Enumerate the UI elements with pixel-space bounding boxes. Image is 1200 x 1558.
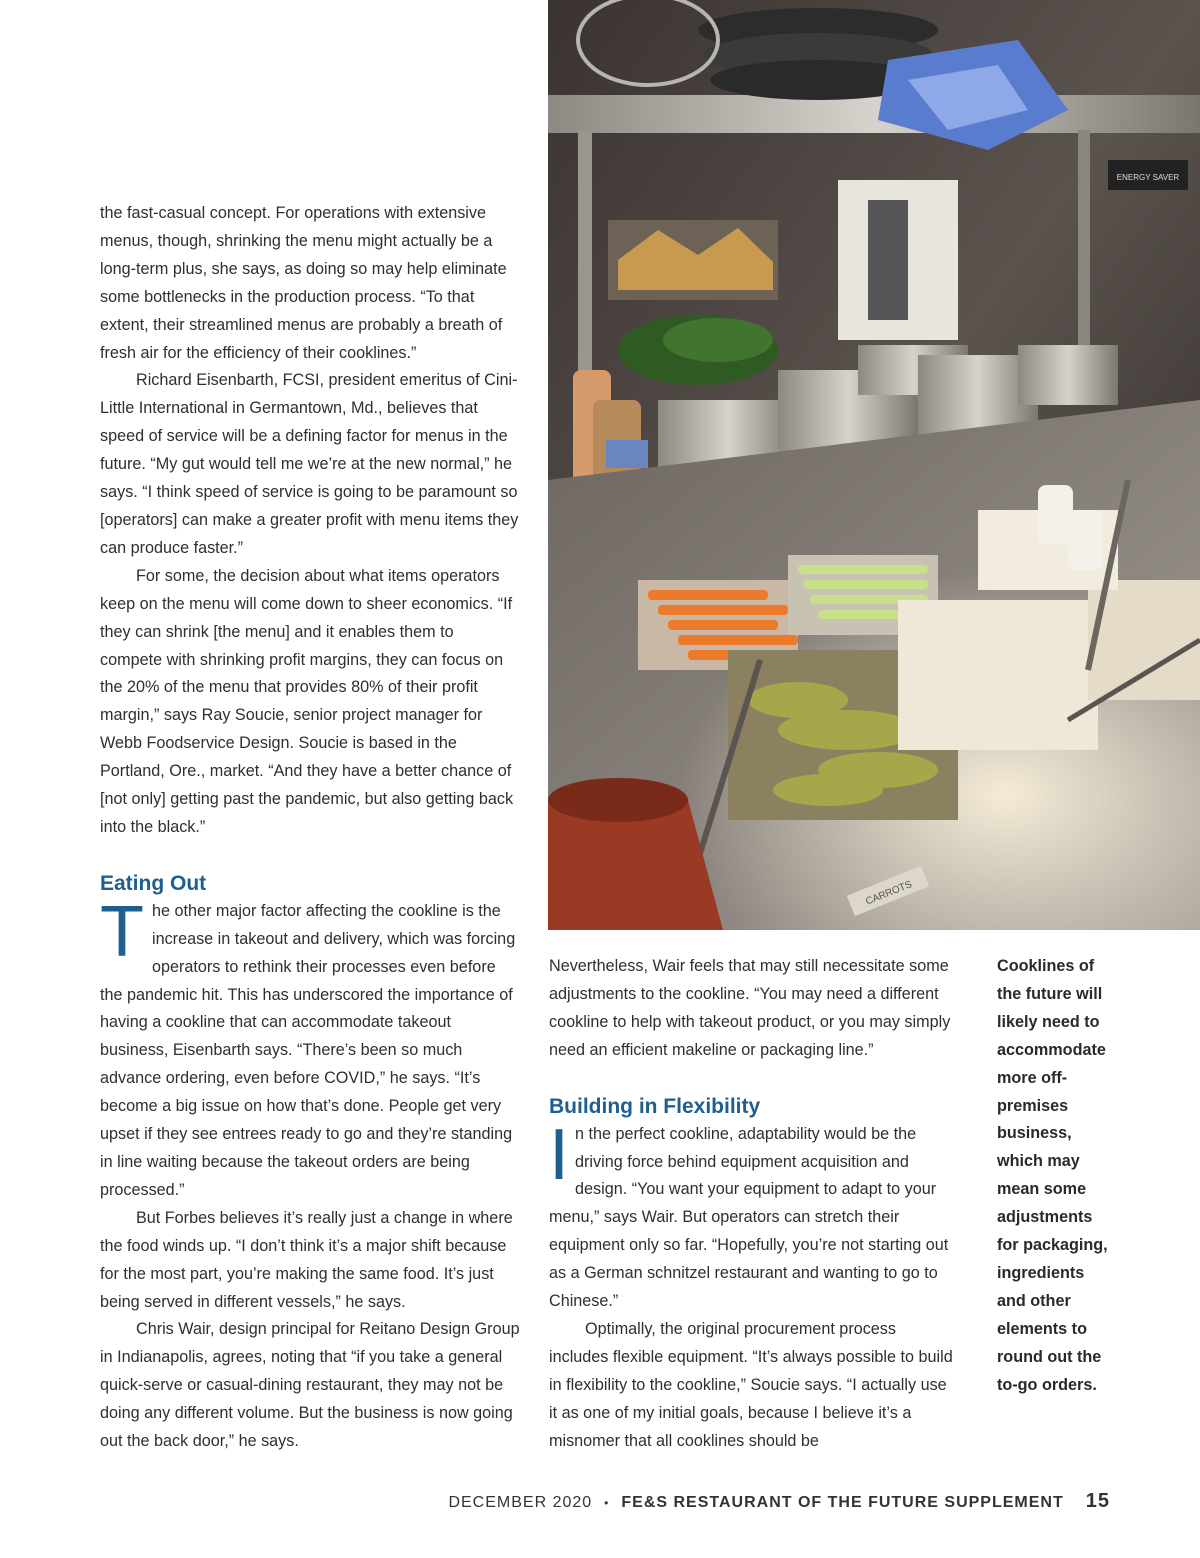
paragraph-text: he other major factor affecting the cookline is the increase in takeout and delivery, which was forcing operators to rethink their processes even before the pandemic hit. This has underscored the importance of having a cookline that can accommodate takeout business, Eisenbarth says. “There’s been so much advance ordering, even before COVID,” he says. “It’s become a big issue on how that’s done. People get very upset if they see entrees ready to go and they’re standing in line waiting because the takeout orders are being processed.” (100, 901, 516, 1199)
page-footer (448, 1490, 1110, 1518)
paragraph: Nevertheless, Wair feels that may still necessitate some adjustments to the cookline. “You may need a different cookline to help with takeout product, or you may simply need an efficient makeline or packaging line.” (549, 957, 951, 1059)
page-number: 15 (1085, 1490, 1110, 1512)
publication-name: FE&S RESTAURANT OF THE FUTURE SUPPLEMENT (621, 1494, 1064, 1511)
carrots-label: CARROTS (864, 879, 914, 908)
paragraph: Chris Wair, design principal for Reitano Design Group in Indianapolis, agrees, noting that “if you take a general quick-serve or casual-dining restaurant, they may not be doing any different volume. But the business is now going out the back door,” he says. (100, 1320, 520, 1451)
drop-cap: T (100, 891, 144, 972)
issue-date: DECEMBER 2020 (448, 1494, 593, 1511)
paragraph: the fast-casual concept. For operations with extensive menus, though, shrinking the menu might actually be a long-term plus, she says, as doing so may help eliminate some bottlenecks in the production process. “To that extent, their streamlined menus are probably a breath of fresh air for the efficiency of their cooklines.” (100, 204, 507, 362)
left-column (100, 200, 520, 1456)
pull-quote: Cooklines of the future will likely need to accommodate more off-premises business, which may mean some adjustments for packaging, ingredients and other elements to round out the to-go orders. (997, 957, 1108, 1394)
cookline-photo (548, 0, 1200, 930)
drop-cap: I (549, 1114, 570, 1195)
paragraph: Optimally, the original procurement process includes flexible equipment. “It’s always possible to build in flexibility to the cookline,” Soucie says. “I actually use it as one of my initial goals, because I believe it’s a misnomer that all cooklines should be (549, 1319, 953, 1450)
middle-column (549, 953, 959, 1456)
section-heading-eating-out: Eating Out (100, 871, 207, 895)
paragraph: For some, the decision about what items operators keep on the menu will come down to sheer economics. “If they can shrink [the menu] and it enables them to compete with shrinking profit margins, they can focus on the 20% of the menu that provides 80% of their profit margin,” says Ray Soucie, senior project manager for Webb Foodservice Design. Soucie is based in the Portland, Ore., market. “And they have a better chance of [not only] getting past the pandemic, but also getting back into the black.” (100, 566, 514, 836)
paragraph: Richard Eisenbarth, FCSI, president emeritus of Cini-Little International in Germantown, Md., believes that speed of service will be a defining factor for menus in the future. “My gut would tell me we’re at the new normal,” he says. “I think speed of service is going to be paramount so [operators] can make a greater profit with menu items they can produce faster.” (100, 371, 519, 557)
footer-bullet: • (604, 1496, 610, 1510)
energy-saver-label: ENERGY SAVER (1116, 173, 1180, 182)
paragraph: But Forbes believes it’s really just a change in where the food winds up. “I don’t think it’s a major shift because for the most part, you’re making the same food. It’s just being served in different vessels,” he says. (100, 1208, 513, 1311)
paragraph-with-dropcap (100, 891, 520, 1205)
section-heading-building-in-flexibility: Building in Flexibility (549, 1094, 761, 1118)
paragraph-with-dropcap (549, 1114, 959, 1316)
paragraph-text: n the perfect cookline, adaptability would be the driving force behind equipment acquisition and design. “You want your equipment to adapt to your menu,” says Wair. But operators can stretch their equipment only so far. “Hopefully, you’re not starting out as a German schnitzel restaurant and wanting to go to Chinese.” (549, 1124, 949, 1311)
